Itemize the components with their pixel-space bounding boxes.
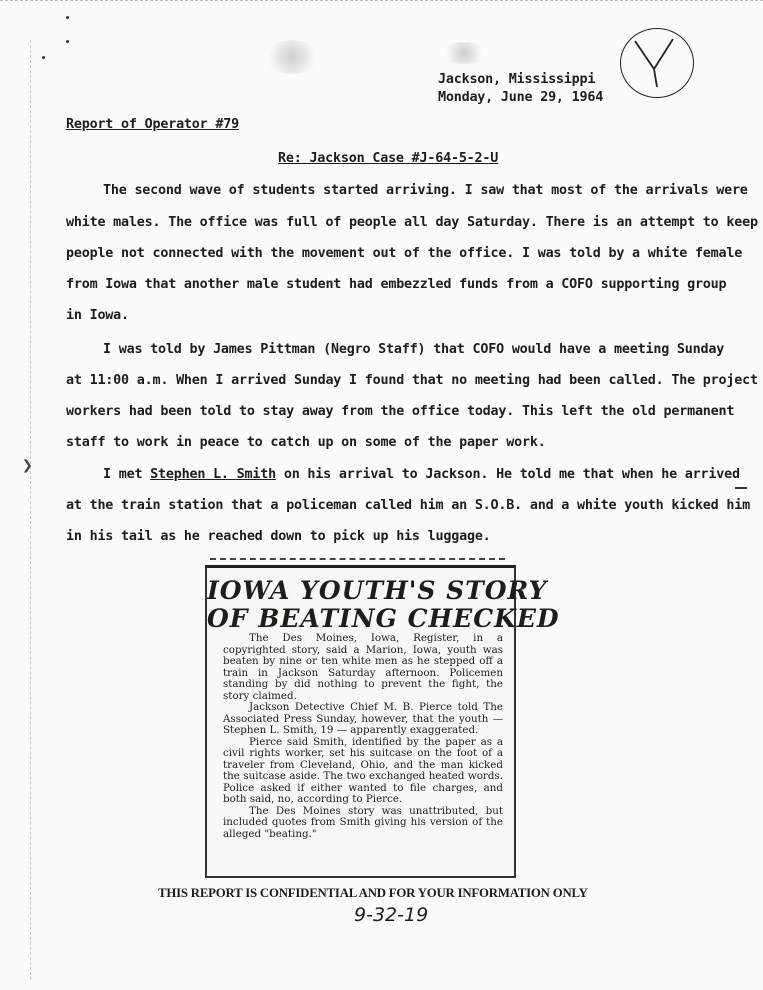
body-line: workers had been told to stay away from the office today. This left the old permanent (66, 404, 735, 419)
body-line: staff to work in peace to catch up on some of the paper work. (66, 435, 546, 450)
met-name: Stephen L. Smith (150, 467, 276, 482)
scan-speck (42, 56, 45, 59)
margin-bracket-mark: ❯ (22, 455, 33, 476)
case-subject: Re: Jackson Case #J-64-5-2-U (278, 151, 499, 166)
left-margin-rule (30, 40, 32, 980)
met-prefix: I met (103, 467, 151, 482)
clipping-torn-edge (210, 548, 505, 560)
report-title: Report of Operator #79 (66, 117, 239, 132)
scan-smudge (440, 42, 488, 64)
clipping-headline: IOWA YOUTH'S STORY (207, 576, 548, 605)
top-dashed-rule (0, 0, 763, 2)
clipping-paragraph: Jackson Detective Chief M. B. Pierce told The Associated Press Sunday, however, that the youth — Stephen L. Smith, 19 — apparently exaggerated. (223, 701, 503, 736)
clipping-paragraph: Pierce said Smith, identified by the paper as a civil rights worker, set his suitcase on the foot of a traveler from Cleveland, Ohio, and the man kicked the suitcase aside. The two exchanged heated words. Police asked if either wanted to file charges, and both said, no, according to Pierce. (223, 735, 503, 805)
body-line: at the train station that a policeman called him an S.O.B. and a white youth kicked him (66, 498, 750, 513)
clipping-headline: OF BEATING CHECKED (207, 604, 560, 633)
clipping-paragraph: The Des Moines story was unattributed, but included quotes from Smith giving his version of the alleged "beating." (223, 804, 503, 840)
body-line: white males. The office was full of people all day Saturday. There is an attempt to keep (66, 215, 758, 230)
scan-speck (66, 16, 69, 19)
news-clipping (205, 565, 560, 878)
document-number: 9-32-19 (354, 904, 429, 926)
circled-mark (620, 28, 694, 98)
body-line-met (103, 467, 740, 482)
body-line: people not connected with the movement out of the office. I was told by a white female (66, 246, 743, 261)
header-place: Jackson, Mississippi (438, 72, 596, 87)
clipping-paragraph: The Des Moines, Iowa, Register, in a copyrighted story, said a Marion, Iowa, youth was beaten by nine or ten white men as he stepped off a train in Jackson Saturday afternoon. Policemen standing by did nothing to prevent the fight, the story claimed. (223, 632, 503, 702)
body-line: The second wave of students started arriving. I saw that most of the arrivals were (103, 183, 748, 198)
scan-speck (66, 40, 69, 43)
clipping-body (223, 633, 503, 840)
body-line: I was told by James Pittman (Negro Staff) that COFO would have a meeting Sunday (103, 342, 725, 357)
header-date: Monday, June 29, 1964 (438, 90, 604, 105)
body-line: at 11:00 a.m. When I arrived Sunday I found that no meeting had been called. The project (66, 373, 758, 388)
confidential-footer: THIS REPORT IS CONFIDENTIAL AND FOR YOUR INFORMATION ONLY (158, 886, 588, 900)
margin-dash-mark (735, 487, 747, 489)
handwritten-mark-icon (621, 29, 693, 97)
met-rest: on his arrival to Jackson. He told me that when he arrived (283, 467, 740, 482)
body-line: in Iowa. (66, 308, 129, 323)
scan-smudge (262, 40, 322, 74)
body-line: from Iowa that another male student had embezzled funds from a COFO supporting group (66, 277, 727, 292)
body-line: in his tail as he reached down to pick up his luggage. (66, 529, 491, 544)
